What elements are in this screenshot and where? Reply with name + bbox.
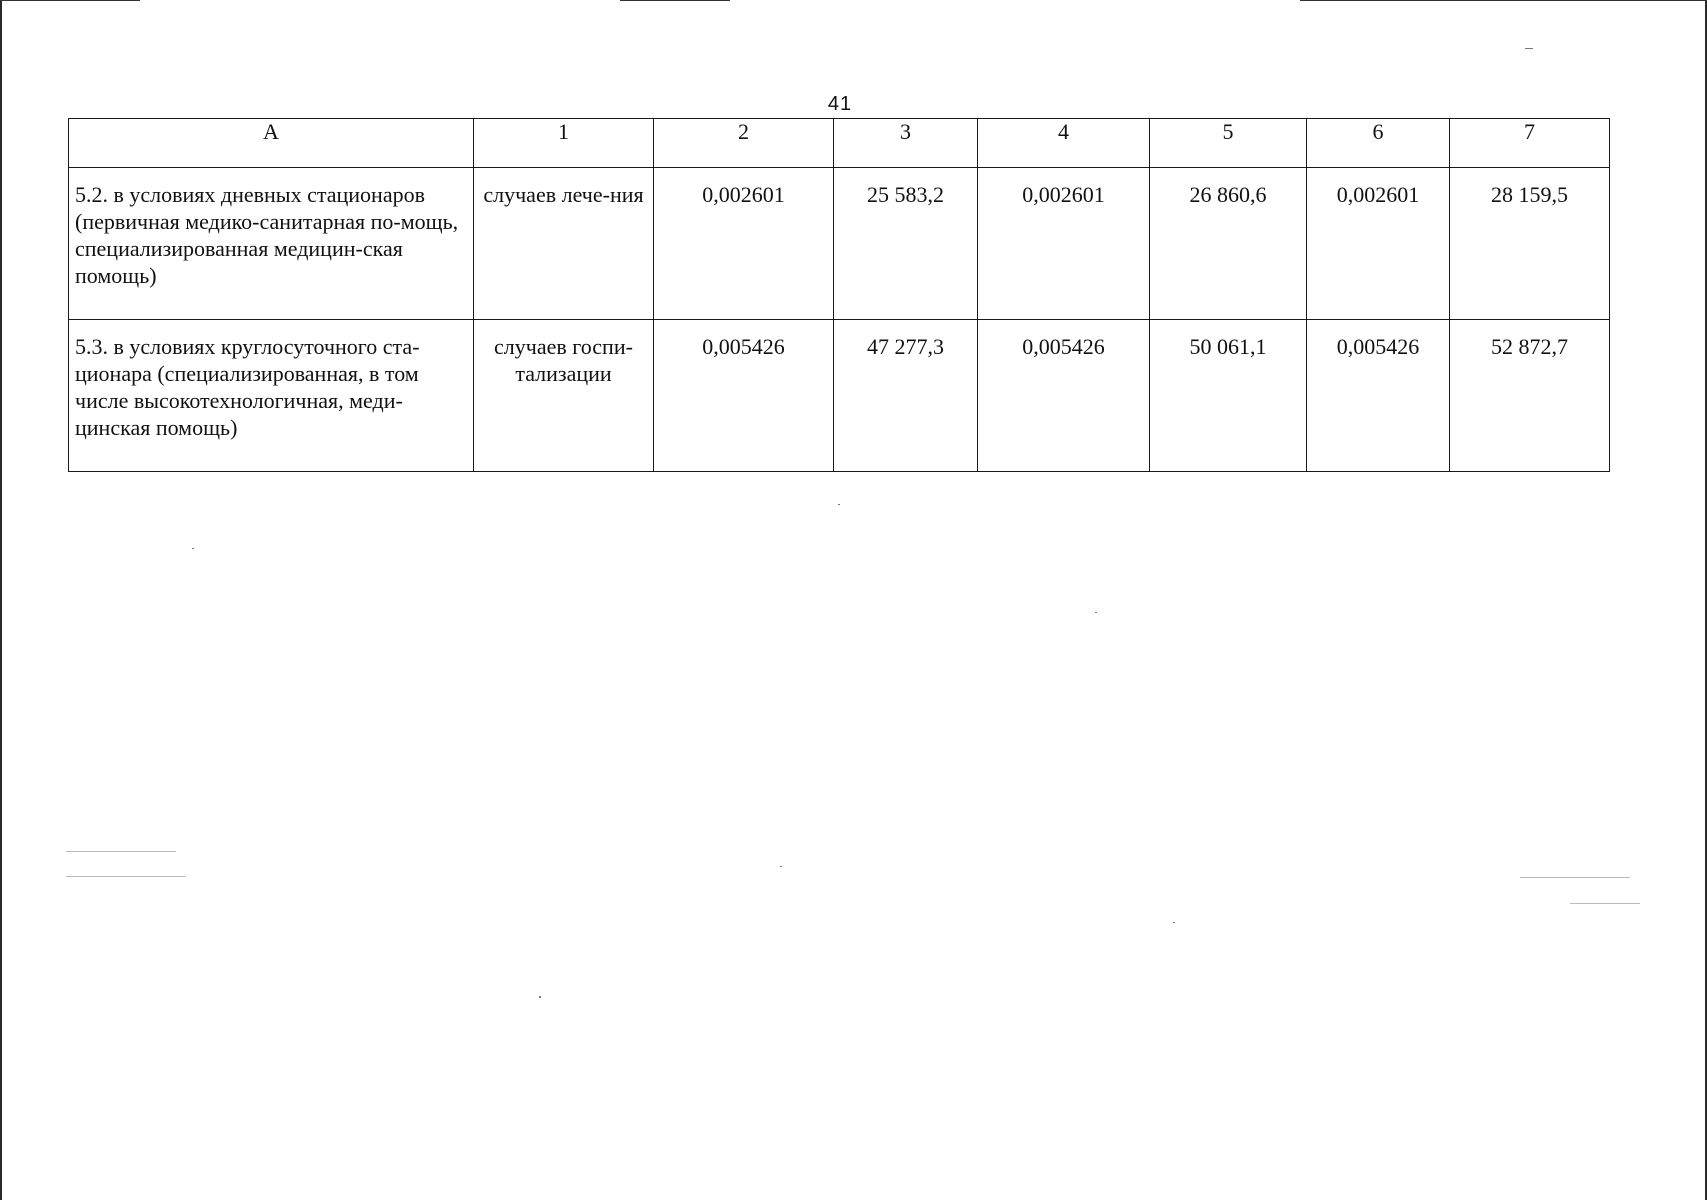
scan-speck: [838, 504, 840, 505]
scan-speck: [1520, 877, 1630, 878]
row-value: 0,002601: [978, 168, 1150, 320]
scan-edge-left: [0, 0, 2, 1200]
row-value: 25 583,2: [834, 168, 978, 320]
column-header: 6: [1307, 119, 1450, 168]
table-row: [69, 320, 1610, 472]
table-row: [69, 168, 1610, 320]
scan-top-mark: [1300, 0, 1707, 1]
row-description: 5.3. в условиях круглосуточного ста-ционара (специализированная, в том числе высокотехнологичная, меди-цинская помощь): [69, 320, 474, 472]
column-header: 1: [474, 119, 654, 168]
row-value: 26 860,6: [1150, 168, 1307, 320]
column-header: А: [69, 119, 474, 168]
scan-speck: [1173, 922, 1175, 923]
scan-speck: [192, 548, 194, 549]
table-header-row: [69, 119, 1610, 168]
row-value: 0,002601: [1307, 168, 1450, 320]
row-value: 28 159,5: [1450, 168, 1610, 320]
scan-speck: [1525, 48, 1533, 49]
scan-speck: [539, 996, 541, 998]
scan-top-mark: [0, 0, 140, 1]
scan-speck: [66, 876, 186, 877]
row-value: 0,005426: [654, 320, 834, 472]
column-header: 4: [978, 119, 1150, 168]
row-value: 0,002601: [654, 168, 834, 320]
row-value: 50 061,1: [1150, 320, 1307, 472]
scan-speck: [780, 866, 782, 867]
row-value: 0,005426: [1307, 320, 1450, 472]
data-table: [68, 118, 1610, 472]
scan-top-mark: [620, 0, 730, 1]
scan-speck: [1570, 903, 1640, 904]
scan-speck: [1095, 612, 1097, 613]
column-header: 5: [1150, 119, 1307, 168]
row-unit: случаев лече-ния: [474, 168, 654, 320]
page-number: 41: [827, 93, 853, 115]
row-value: 0,005426: [978, 320, 1150, 472]
row-description: 5.2. в условиях дневных стационаров (первичная медико-санитарная по-мощь, специализированная медицин-ская помощь): [69, 168, 474, 320]
scan-speck: [66, 851, 176, 852]
row-value: 52 872,7: [1450, 320, 1610, 472]
column-header: 2: [654, 119, 834, 168]
column-header: 7: [1450, 119, 1610, 168]
column-header: 3: [834, 119, 978, 168]
row-value: 47 277,3: [834, 320, 978, 472]
row-unit: случаев госпи-тализации: [474, 320, 654, 472]
